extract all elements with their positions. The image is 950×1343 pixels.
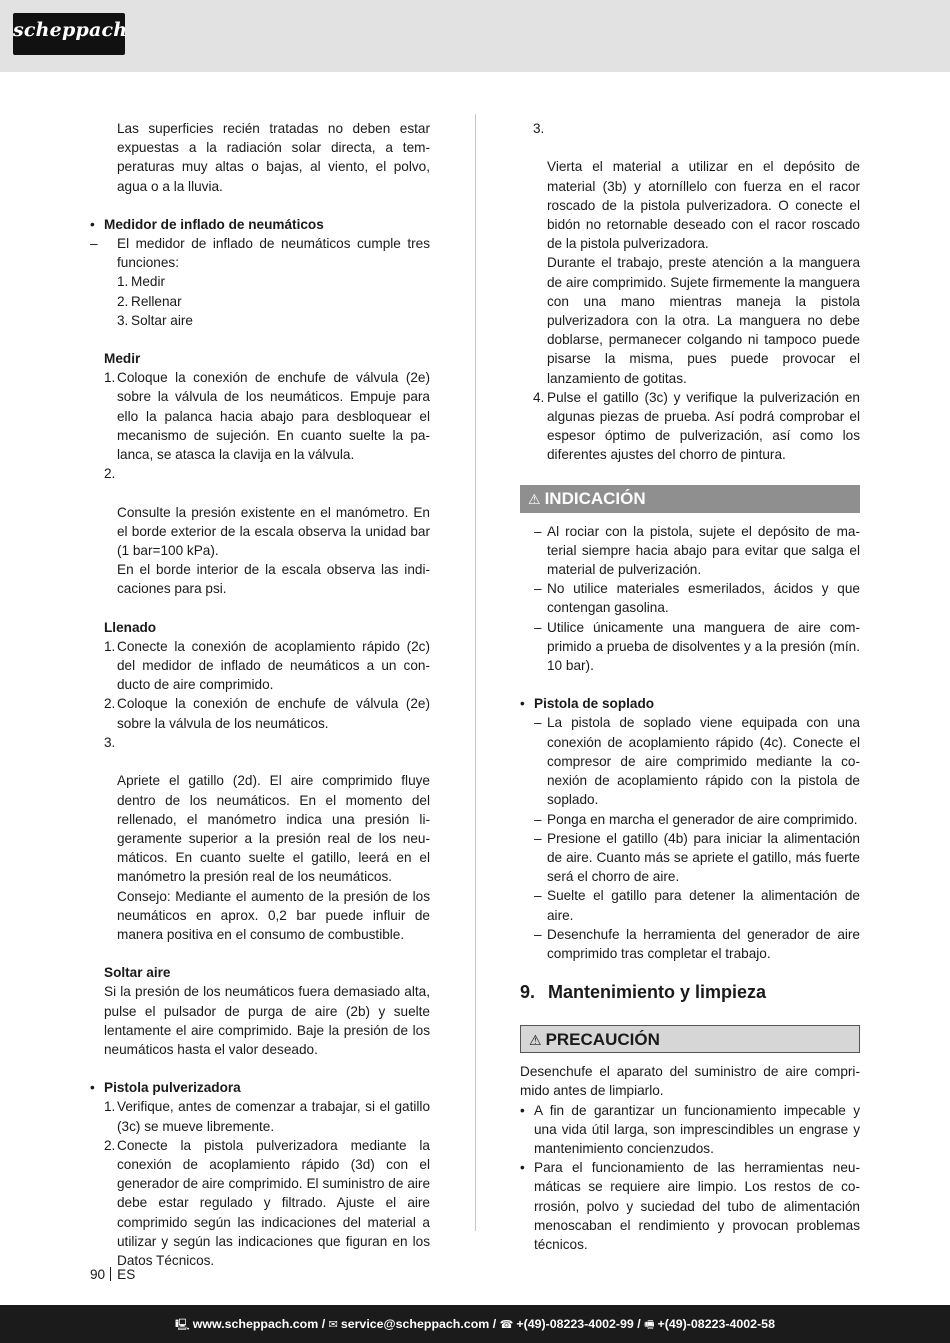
column-divider — [475, 114, 476, 1231]
step-item: 4. Pulse el gatillo (3c) y verifique la pulverización en algunas piezas de prueba. Así podrá comprobar el espesor óptimo de pulverización, así como los diferentes ajustes del chorro de pintura. — [533, 389, 860, 463]
step-item: 2. Consulte la presión existente en el manómetro. En el borde exterior de la escala observa la unidad bar (1 bar=100 kPa). En el borde interior de la escala observa las indicaciones para psi. — [104, 466, 430, 597]
footer-web[interactable]: www.scheppach.com — [192, 1317, 319, 1331]
scheppach-logo — [13, 13, 128, 55]
fax-icon: 🖷 — [644, 1318, 655, 1331]
phone-icon: ☎ — [499, 1318, 514, 1331]
dash-item: – Presione el gatillo (4b) para iniciar la alimentación de aire. Cuanto más se apriete el gatillo, más fuerte será el chorro de aire. — [534, 830, 860, 885]
step-item: 1. Coloque la conexión de enchufe de válvula (2e) sobre la válvula de los neumáticos. Empuje para ello la palanca hacia abajo para desbloquear el mecanismo de sujeción. En cuanto suelte la palanca, se atasca la clavija en la válvula. — [104, 370, 430, 463]
warning-triangle-icon: ⚠ — [529, 1033, 542, 1050]
bullet-item: • A fin de garantizar un funcionamiento impecable y una vida útil larga, son imprescindibles un engrase y mantenimiento concienzudos. — [520, 1102, 860, 1156]
logo-text: scheppach — [13, 19, 128, 41]
footer-phone: +(49)-08223-4002-99 — [516, 1317, 634, 1331]
bullet-pistola-soplado: • Pistola de soplado — [520, 696, 655, 712]
precaucion-notice — [520, 1025, 860, 1053]
warning-triangle-icon: ⚠ — [528, 491, 541, 508]
computer-icon: 🖳 — [175, 1318, 190, 1331]
page-footer: 🖳 www.scheppach.com / ✉ service@scheppach.com / ☎ +(49)-08223-4002-99 / 🖷 +(49)-08223-4002-58 — [0, 1305, 950, 1343]
dash-item: – Suelte el gatillo para detener la alimentación de aire. — [534, 888, 860, 923]
footer-fax: +(49)-08223-4002-58 — [657, 1317, 775, 1331]
dash-item: – Al rociar con la pistola, sujete el depósito de material siempre hacia abajo para evitar que salga el material de pulverización. — [534, 523, 860, 578]
subheading-llenado: Llenado — [104, 619, 157, 635]
step-item: 1. Conecte la conexión de acoplamiento rápido (2c) del medidor de inflado de neumáticos a un conducto de aire comprimido. — [104, 638, 430, 693]
dash-item: – El medidor de inflado de neumáticos cumple tres funciones: — [90, 236, 430, 271]
bullet-pistola-pulverizadora: • Pistola pulverizadora — [90, 1080, 241, 1096]
soltar-paragraph: Si la presión de los neumáticos fuera demasiado alta, pulse el pulsador de purga de aire (2b) y suelte lentamente el aire comprimido. Baje la presión de los neumáticos hasta el valor deseado. — [104, 984, 430, 1057]
step-item: 2. Conecte la pistola pulverizadora mediante la conexión de acoplamiento rápido (3d) con el generador de aire comprimido. El suministro de aire debe estar regulado y filtrado. Ajuste el aire comprimido según las indicaciones del material a utilizar y según las indicaciones que figuran en los Datos Técnicos. — [104, 1137, 430, 1268]
bullet-medidor: • Medidor de inflado de neumáticos — [90, 216, 324, 232]
page-header — [0, 0, 950, 72]
section-title-pistola-pulverizadora: Pistola pulverizadora — [104, 1080, 241, 1096]
dash-item: – Desenchufe la herramienta del generador de aire comprimido tras completar el trabajo. — [534, 926, 860, 961]
section-heading-9: 9. Mantenimiento y limpieza — [520, 982, 767, 1003]
intro-paragraph: Las superficies recién tratadas no deben estar expuestas a la radiación solar directa, a temperaturas muy altas o bajas, al viento, el polvo, agua o a la lluvia. — [117, 121, 430, 194]
dash-item: – Utilice únicamente una manguera de aire comprimido a prueba de disolventes y a la presión (mín. 10 bar). — [534, 619, 860, 674]
section-title-pistola-soplado: Pistola de soplado — [534, 696, 655, 712]
dash-item: – Ponga en marcha el generador de aire comprimido. — [534, 811, 858, 827]
dash-item: – No utilice materiales esmerilados, ácidos y que contengan gasolina. — [534, 581, 860, 616]
notice-label: PRECAUCIÓN — [545, 1030, 660, 1050]
bullet-item: • Para el funcionamiento de las herramientas neumáticas se requiere aire limpio. Los restos de corrosión, polvo y suciedad del tubo de alimentación menoscaban el rendimiento y provocan problemas técnicos. — [520, 1160, 860, 1252]
step-item: 3. Apriete el gatillo (2d). El aire comprimido fluye dentro de los neumáticos. En el momento del rellenado, el manómetro indica una presión ligeramente superior a la presión real de los neumáticos. En cuanto suelte el gatillo, leerá en el manómetro la presión real de los neumáticos. Consejo: Mediante el aumento de la presión de los neumáticos en aprox. 0,2 bar puede influir de manera positiva en el consumo de combustible. — [104, 734, 430, 942]
precaucion-paragraph: Desenchufe el aparato del suministro de aire comprimido antes de limpiarlo. — [520, 1064, 860, 1099]
step-item: 3. Vierta el material a utilizar en el depósito de material (3b) y atorníllelo con fuerza en el racor roscado de la pistola pulverizadora. O conecte el bidón no retornable deseado con el racor roscado de la pistola pulverizadora. Durante el trabajo, preste atención a la manguera de aire comprimido. Sujete firmemente la manguera con una mano mientras maneja la pistola pulverizadora con la otra. La manguera no debe doblarse, permanecer colgando ni tampoco puede pisarse la misma, pues puede provocar el lanzamiento de gotitas. — [533, 121, 860, 386]
dash-item: – La pistola de soplado viene equipada con una conexión de acoplamiento rápido (4c). Conecte el compresor de aire comprimido mediante la conexión de acoplamiento rápido con la pistola de soplado. — [534, 715, 860, 808]
footer-email[interactable]: service@scheppach.com — [340, 1317, 490, 1331]
notice-label: INDICACIÓN — [544, 488, 646, 508]
function-item: 2. Rellenar — [117, 293, 182, 309]
page-number: 90 ES — [90, 1267, 136, 1282]
function-item: 3. Soltar aire — [117, 312, 193, 328]
right-column — [520, 119, 860, 1254]
subheading-medir: Medir — [104, 351, 141, 367]
subheading-soltar: Soltar aire — [104, 965, 171, 981]
section-title-medidor: Medidor de inflado de neumáticos — [104, 216, 324, 232]
mail-icon: ✉ — [328, 1318, 338, 1331]
left-column — [90, 119, 430, 1270]
step-item: 2. Coloque la conexión de enchufe de válvula (2e) sobre la válvula de los neumáticos. — [104, 696, 430, 731]
indicacion-notice — [520, 485, 860, 513]
function-item: 1. Medir — [117, 274, 165, 290]
step-item: 1. Verifique, antes de comenzar a trabajar, si el gatillo (3c) se mueve libremente. — [104, 1099, 430, 1134]
